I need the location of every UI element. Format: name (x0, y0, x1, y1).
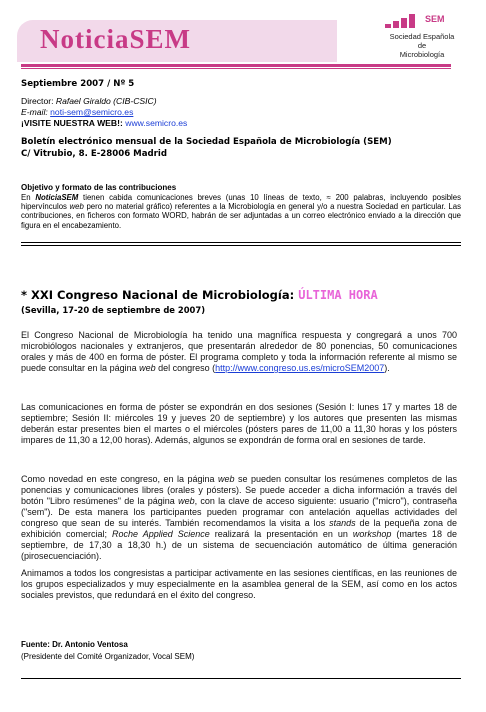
congress-heading: * XXI Congreso Nacional de Microbiología: ÚLTIMA HORA (21, 288, 378, 302)
website-link[interactable]: www.semicro.es (125, 118, 188, 128)
logo-org-name: Sociedad Española de Microbiología (389, 32, 455, 59)
source-role: (Presidente del Comité Organizador, Vocal SEM) (21, 652, 195, 661)
objetivo-text: En NoticiaSEM tienen cabida comunicaciones breves (unas 10 líneas de texto, ≈ 200 palabras, incluyendo posibles hipervínculos web pero no material gráfico) referentes a la Microbiología en general y/o a nuestra Sociedad en particular. Las contribuciones, en ficheros con formato WORD, habrán de ser adjuntadas a un correo electrónico enviado a la dirección que figura en el encabezamiento. (21, 193, 462, 230)
boletin-description: Boletín electrónico mensual de la Sociedad Española de Microbiología (SEM) (21, 137, 392, 147)
congress-paragraph-2: Las comunicaciones en forma de póster se expondrán en dos sesiones (Sesión I: lunes 17 y martes 18 de septiembre; Sesión II: miércoles 19 y jueves 20 de septiembre) y los autores que presenten las mismas deberán estar presentes bien el martes o el miércoles (pósters pares de 11,00 a 11,30 horas y los pósters impares de 11,30 a 12,00 horas). Además, algunos se expondrán de forma oral en sesiones de tarde. (21, 402, 457, 445)
ultima-hora-label: ÚLTIMA HORA (298, 288, 378, 302)
issue-number: Septiembre 2007 / Nº 5 (21, 79, 135, 89)
congress-paragraph-4: Animamos a todos los congresistas a participar activamente en las sesiones científicas, en las reuniones de los grupos especializados y muy especialmente en la asamblea general de la SEM, así como en los actos sociales previstos, que redundará en el éxito del congreso. (21, 568, 457, 600)
congress-link[interactable]: http://www.congreso.us.es/microSEM2007 (215, 363, 385, 373)
section-divider-top (21, 242, 461, 243)
logo-abbr: SEM (425, 14, 445, 24)
congress-paragraph-1: El Congreso Nacional de Microbiología ha tenido una magnífica respuesta y congregará a unos 700 microbiólogos nacionales y extranjeros, que presentarán alrededor de 80 ponencias, 50 comunicaciones orales y más de 400 en forma de póster. El programa completo y toda la información referente al mismo se puede consultar en la página web del congreso (http://www.congreso.us.es/microSEM2007). (21, 330, 457, 373)
congress-dates: (Sevilla, 17-20 de septiembre de 2007) (21, 305, 206, 315)
society-address: C/ Vitrubio, 8. E-28006 Madrid (21, 149, 168, 159)
objetivo-heading: Objetivo y formato de las contribuciones (21, 183, 177, 192)
footer-divider (21, 678, 461, 679)
email-line: E-mail: noti-sem@semicro.es (21, 107, 134, 117)
director-line: Director: Rafael Giraldo (CIB-CSIC) (21, 96, 157, 106)
section-divider-bottom (21, 245, 461, 246)
congress-paragraph-3: Como novedad en este congreso, en la página web se pueden consultar los resúmenes completos de las ponencias y comunicaciones libres (orales y pósters). Se puede acceder a dicha información a través del botón "Libro resúmenes" de la página web, con la clave de acceso siguiente: usuario ("micro"), contraseña ("sem"). De esta manera los participantes pueden programar con antelación aquellas actividades del congreso que sean de su interés. También recomendamos la visita a los stands de la pequeña zona de exhibición comercial; Roche Applied Science realizará la presentación en un workshop (martes 18 de septiembre, de 17,30 a 18,30 h.) de un sistema de secuenciación automático de última generación (pirosecuenciación). (21, 474, 457, 561)
visit-line: ¡VISITE NUESTRA WEB!: www.semicro.es (21, 118, 188, 128)
sem-logo (385, 10, 455, 70)
newsletter-title: NoticiaSEM (40, 24, 191, 54)
logo-bars-icon (385, 14, 425, 28)
email-link[interactable]: noti-sem@semicro.es (50, 107, 134, 117)
source-author: Fuente: Dr. Antonio Ventosa (21, 640, 128, 649)
